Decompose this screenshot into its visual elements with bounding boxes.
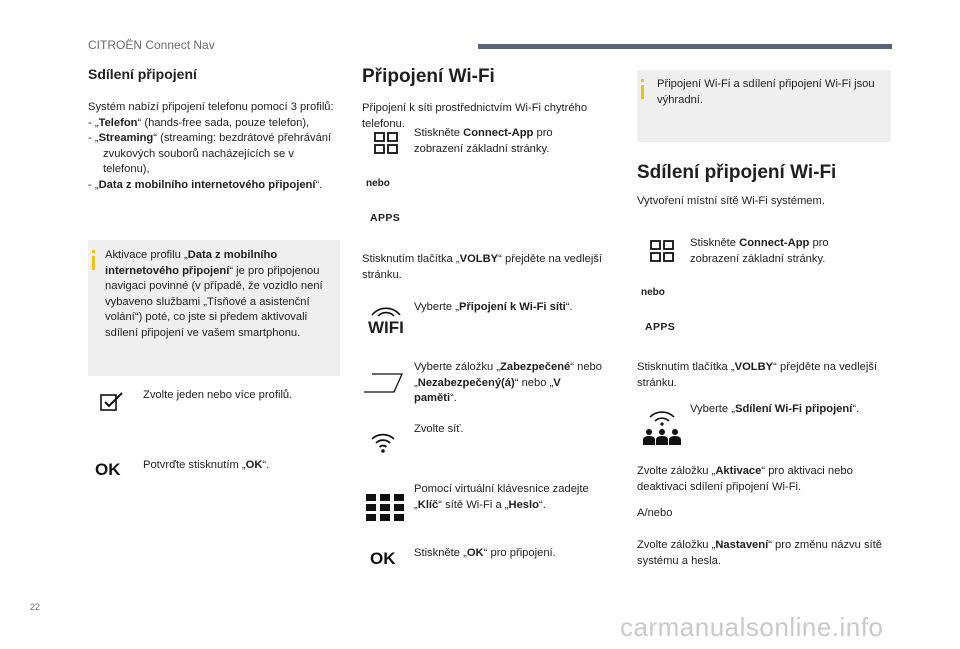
section-heading: Sdílení připojení [88,66,197,82]
page-number: 22 [30,602,41,612]
watermark: carmanualsonline.info [620,612,884,642]
connect-app-icon [374,132,398,154]
step-text: Stiskněte „OK“ pro připojení. [414,547,556,559]
info-note [88,240,340,376]
section-heading: Sdílení připojení Wi-Fi [637,162,837,183]
step-text: Vyberte „Připojení k Wi-Fi síti“. [414,301,573,313]
or-label: nebo [366,178,390,189]
ok-icon: OK [370,549,396,568]
tab-selection-icon [362,372,404,394]
list-item: - „Streaming“ (streaming: bezdrátové přehrávání zvukových souborů nacházejících se v telefonu), [88,132,332,175]
info-note [637,70,891,142]
info-icon-bar [641,85,644,99]
apps-button-label: APPS [645,321,676,333]
list-item: - „Data z mobilního internetového připojení“. [88,178,323,191]
or-label: nebo [641,287,665,298]
note-text: Aktivace profilu „Data z mobilního internetového připojení“ je pro připojenou navigaci povinné (v případě, že vozidlo není vybaveno službami „Tísňové a asistenční volání“) poté, co jste si předem aktivovali sdílení připojení ve vašem smartphonu. [105,249,323,339]
wifi-label-icon: WIFI [368,318,404,337]
list-item: - „Telefon“ (hands-free sada, pouze telefon), [88,116,310,129]
wifi-sharing-icon [642,405,682,445]
step-text: Zvolte záložku „Aktivace“ pro aktivaci nebo deaktivaci sdílení připojení Wi-Fi. [637,465,853,493]
intro-text: Připojení k síti prostřednictvím Wi-Fi chytrého telefonu. [362,102,588,130]
keyboard-icon [366,494,404,522]
header-title: CITROËN Connect Nav [88,38,215,52]
connect-app-icon [650,240,674,262]
step-text: Pomocí virtuální klávesnice zadejte „Klíč“ sítě Wi-Fi a „Heslo“. [414,483,589,511]
apps-button-label: APPS [370,212,401,224]
step-text: Stisknutím tlačítka „VOLBY“ přejděte na vedlejší stránku. [362,253,603,281]
header-bar [478,44,892,49]
col1-body [88,100,338,193]
step-text: Stiskněte Connect-App pro zobrazení základní stránky. [690,237,829,265]
info-icon-bar [92,256,95,270]
info-icon [641,79,644,82]
step-text: Vyberte „Sdílení Wi-Fi připojení“. [690,403,860,415]
section-heading: Připojení Wi-Fi [362,66,495,87]
note-text: Připojení Wi-Fi a sdílení připojení Wi-Fi jsou výhradní. [657,78,875,106]
intro-text: Systém nabízí připojení telefonu pomocí 3 profilů: [88,101,334,113]
wifi-network-icon [370,430,396,454]
step-text: Zvolte jeden nebo více profilů. [143,389,293,401]
step-text: Zvolte síť. [414,423,464,435]
step-text: Stiskněte Connect-App pro zobrazení základní stránky. [414,127,553,155]
intro-text: Vytvoření místní sítě Wi-Fi systémem. [637,195,825,207]
wifi-icon [370,303,402,317]
info-icon [92,250,95,253]
or-label: A/nebo [637,507,673,519]
step-text: Potvrďte stisknutím „OK“. [143,459,270,471]
checkbox-icon [100,392,124,412]
ok-icon: OK [95,460,121,479]
step-text: Vyberte záložku „Zabezpečené“ nebo „Nezabezpečený(á)“ nebo „V paměti“. [414,361,603,404]
step-text: Zvolte záložku „Nastavení“ pro změnu názvu sítě systému a hesla. [637,539,882,567]
step-text: Stisknutím tlačítka „VOLBY“ přejděte na vedlejší stránku. [637,361,878,389]
